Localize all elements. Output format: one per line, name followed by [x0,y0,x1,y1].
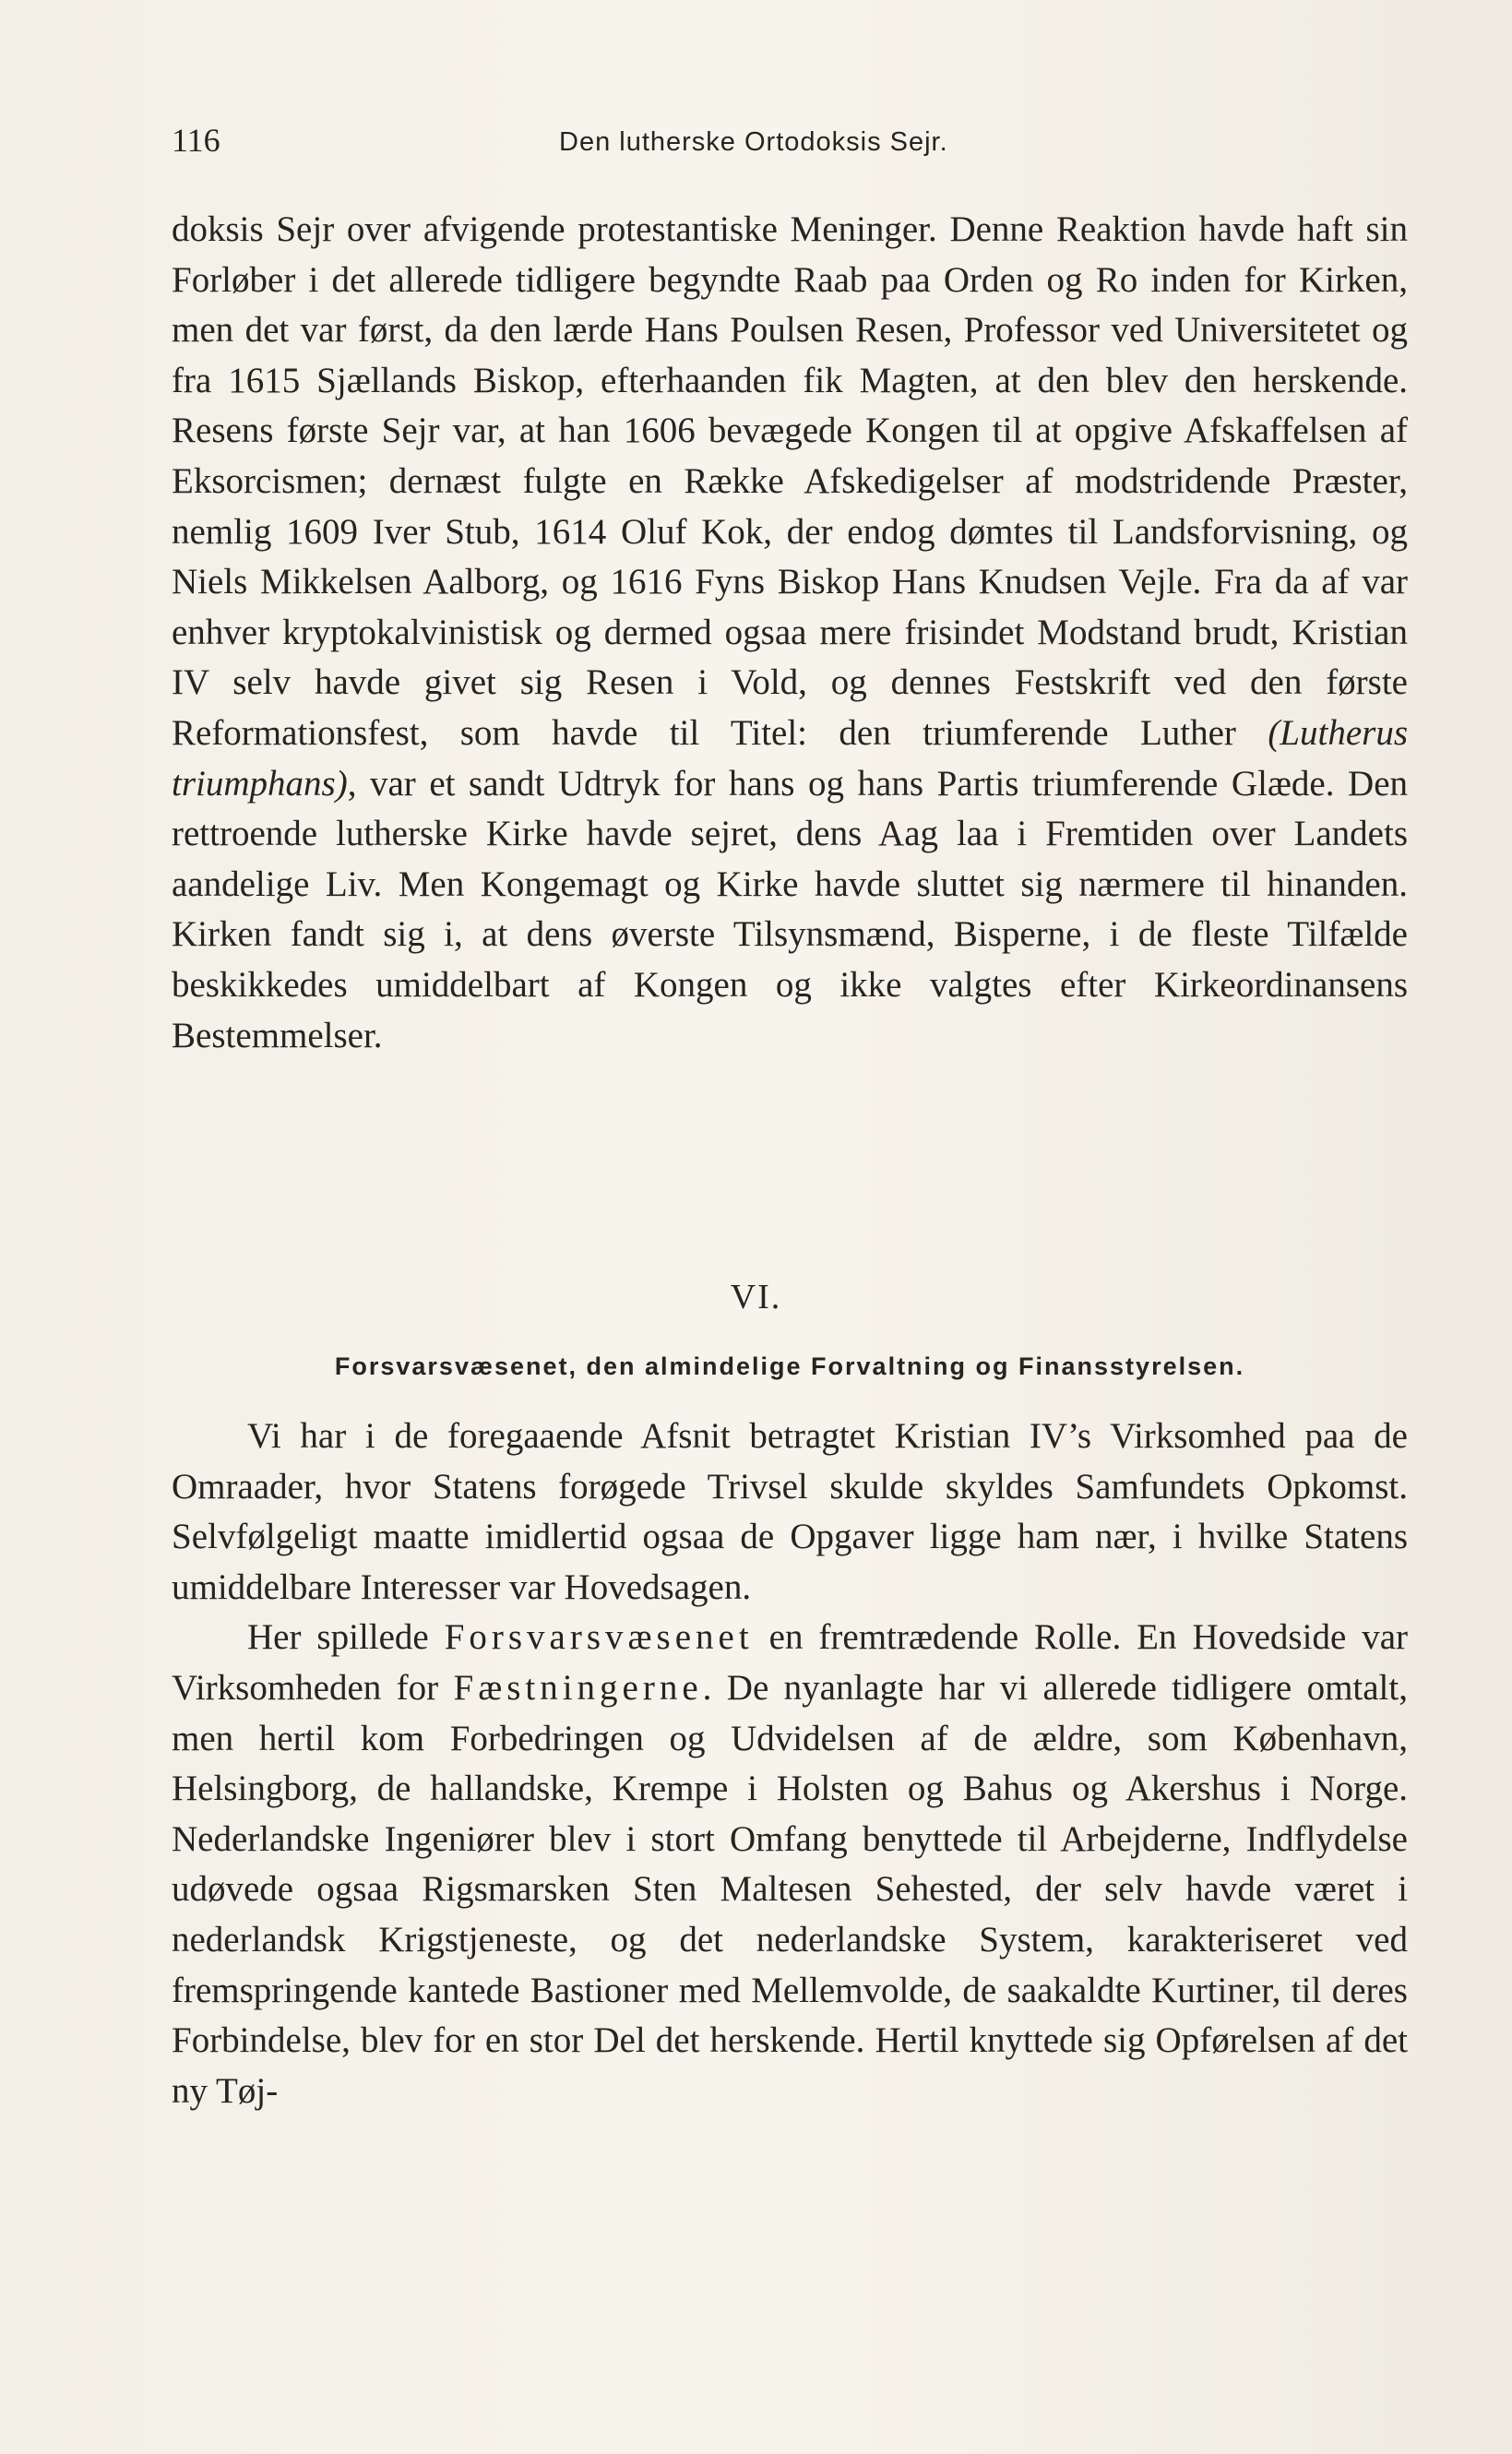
section-number: VI. [730,1278,782,1316]
paragraph: Vi har i de foregaaende Afsnit betragtet Kristian IV’s Virksomhed paa de Omraader, hvor Statens forøgede Trivsel skulde skyldes Samfundets Opkomst. Selvfølgeligt maatte imidlertid ogsaa de Opgaver ligge ham nær, i hvilke Statens umiddelbare Interesser var Hovedsagen. [172,1416,1408,1607]
running-title: Den lutherske Ortodoksis Sejr. [559,127,948,157]
text-run: , var et sandt Udtryk for hans og hans Partis triumferende Glæde. Den rettroende lutherske Kirke havde sejret, dens Aag laa i Fremtiden over Landets aandelige Liv. Men Kongemagt og Kirke havde sluttet sig nærmere til hinanden. Kirken fandt sig i, at dens øverste Tilsynsmænd, Bisperne, i de fleste Tilfælde beskikkedes umiddelbart af Kongen og ikke valgtes efter Kirkeordinansens Bestemmelser. [172,763,1408,1055]
paragraph [172,205,1408,1061]
latin-title: (Lutherus triumphans) [172,712,1408,804]
text-run: doksis Sejr over afvigende protestantiske Meninger. Denne Reaktion havde haft sin Forløber i det allerede tidligere begyndte Raab paa Orden og Ro inden for Kirken, men det var først, da den lærde Hans Poulsen Resen, Professor ved Universitetet og fra 1615 Sjællands Biskop, efterhaanden fik Magten, at den blev den herskende. Resens første Sejr var, at han 1606 bevægede Kongen til at opgive Afskaffelsen af Eksorcismen; dernæst fulgte en Række Afskedigelser af modstridende Præster, nemlig 1609 Iver Stub, 1614 Oluf Kok, der endog dømtes til Landsforvisning, og Niels Mikkelsen Aalborg, og 1616 Fyns Biskop Hans Knudsen Vejle. Fra da af var enhver kryptokalvinistisk og dermed ogsaa mere frisindet Modstand brudt, Kristian IV selv havde givet sig Resen i Vold, og dennes Festskrift ved den første Reformationsfest, som havde til Titel: den triumferende Luther [172,209,1408,753]
section-v-continuation [172,205,1408,1061]
paragraph [172,1613,1408,2116]
text-run: en fremtrædende Rolle. En Hovedside var Virksomheden for [172,1617,1409,1708]
emphasis-term: Fæstningerne [453,1667,703,1708]
emphasis-term: Forsvarsvæsenet [444,1617,754,1658]
page-header [172,118,1408,162]
text-run: . De nyanlagte har vi allerede tidligere omtalt, men hertil kom Forbedringen og Udvidelsen af de ældre, som København, Helsingborg, de hallandske, Krempe i Holsten og Bahus og Akershus i Norge. Nederlandske Ingeniører blev i stort Omfang benyttede til Arbejderne, Indflydelse udøvede ogsaa Rigsmarsken Sten Maltesen Sehested, der selv havde været i nederlandsk Krigstjeneste, og det nederlandske System, karakteriseret ved fremspringende kantede Bastioner med Mellemvolde, de saakaldte Kurtiner, til deres Forbindelse, blev for en stor Del det herskende. Hertil knyttede sig Opførelsen af det ny Tøj- [172,1667,1408,2111]
section-vi-body [172,1412,1408,2116]
page-number: 116 [172,122,220,159]
text-run: Her spillede [247,1617,445,1658]
section-heading: Forsvarsvæsenet, den almindelige Forvaltning og Finansstyrelsen. [334,1352,1245,1380]
